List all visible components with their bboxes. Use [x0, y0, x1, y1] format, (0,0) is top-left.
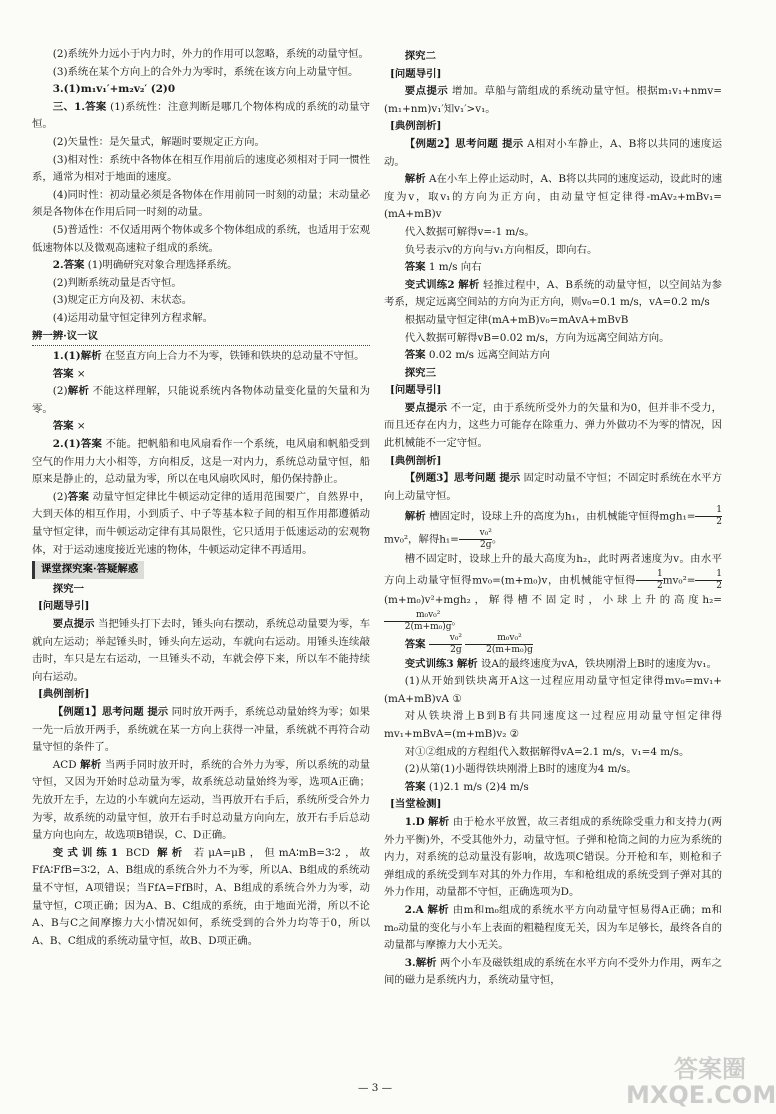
answer-line: 答案 1 m/s 向右 [404, 261, 482, 274]
paragraph: (5)普适性：不仅适用两个物体或多个物体组成的系统，也适用于宏观低速物体以及微观高速粒子组成的系统。 [32, 223, 370, 254]
paragraph: 三、1.答案 (1)系统性：注意判断是哪几个物体构成的系统的动量守恒。 [32, 100, 370, 131]
paragraph: 代入数据可解得vB=0.02 m/s，方向为远离空间站方向。 [404, 331, 670, 344]
answer-line: 答案 0.02 m/s 远离空间站方向 [404, 349, 551, 362]
paragraph: (2)判断系统动量是否守恒。 [52, 276, 182, 289]
paragraph: (2)解析 不能这样理解，只能说系统内各物体动量变化量的矢量和为零。 [32, 385, 371, 415]
section-heading: 探究二 [404, 50, 436, 62]
page-number: — 3 — [358, 1082, 392, 1094]
subheading: [典例剖析] [390, 454, 442, 467]
section-heading: 辨一辨·议一议 [32, 328, 370, 347]
paragraph: (3)相对性：系统中各物体在相互作用前后的速度必须相对于同一惯性系，通常为相对于地面的速度。 [32, 153, 370, 184]
paragraph: 解析 A在小车上停止运动时，A、B将以共同的速度运动，设此时的速度为v，取v₁的方向为正方向，由动量守恒定律得-mAv₂+mBv₁=(mA+mB)v [384, 173, 723, 221]
paragraph: 1.(1)解析 在竖直方向上合力不为零，铁锤和铁块的总动量不守恒。 [52, 350, 365, 363]
fraction: $\frac{1}{2}$ [636, 569, 663, 592]
fraction: $\frac{\text{m₀v₀²}}{\text{2(m+m₀)g}}$ [465, 633, 533, 656]
paragraph: 1.D 解析 由于枪水平放置，故三者组成的系统除受重力和支持力(两外力平衡)外，不受其他外力，动量守恒。子弹和枪筒之间的力应为系统的内力，对系统的总动量没有影响，故选项C错误。分开枪和车，则枪和子弹组成的系统受到车对其的外力作用，车和枪组成的系统受到子弹对其的外力作用，动量都不守恒，正确选项为D。 [384, 815, 722, 899]
paragraph: (2)矢量性：是矢量式，解题时要规定正方向。 [52, 135, 265, 148]
paragraph: 【例题2】思考问题 提示 A相对小车静止，A、B将以共同的速度运动。 [384, 137, 722, 168]
watermark-logo: 答案圈 MXQE.COM [626, 1055, 776, 1109]
paragraph: 要点提示 不一定，由于系统所受外力的矢量和为0，但并非不受力，而且还存在内力，这些力可能存在除重力、弹力外做功不为零的情况，因此机械能不一定守恒。 [384, 401, 723, 450]
paragraph: ACD 解析 当两手同时放开时，系统的合外力为零，所以系统的动量守恒，又因为开始时总动量为零，故系统总动量始终为零，选项A正确；先放开左手，左边的小车就向左运动，当再放开右手后，系统所受合外力为零，故系统的动量守恒，放开右手时总动量方向向左，放开右手后总动量方向也向左，故选项B错误，C、D正确。 [32, 758, 370, 842]
paragraph: 【例题3】思考问题 提示 固定时动量不守恒；不固定时系统在水平方向上动量守恒。 [384, 472, 722, 502]
subheading: [问题导引] [390, 384, 442, 397]
paragraph: (3)规定正方向及初、末状态。 [52, 294, 193, 307]
paragraph: 变式训练2 解析 轻推过程中，A、B系统的动量守恒，以空间站为参考系，规定远离空间站的方向为正方向，则v₀=0.1 m/s，vA=0.2 m/s [384, 278, 723, 309]
paragraph: 要点提示 当把锤头打下去时，锤头向右摆动，系统总动量要为零，车就向左运动；举起锤头时，锤头向左运动，车就向右运动。用锤头连续敲击时，车只是左右运动，一旦锤头不动，车就会停下来，所以车不能持续向右运动。 [32, 618, 371, 683]
answer-line: 答案 (1)2.1 m/s (2)4 m/s [404, 780, 529, 793]
paragraph: (4)运用动量守恒定律列方程求解。 [52, 311, 213, 324]
answer-line: 答案 × [52, 420, 86, 433]
section-banner: 课堂探究案·答疑解惑 [32, 561, 370, 579]
paragraph: (2)从第(1)小题得铁块刚滑上B时的速度为4 m/s。 [404, 763, 637, 776]
section-heading: 探究三 [404, 366, 436, 379]
subheading: [当堂检测] [390, 798, 442, 811]
right-column [384, 48, 722, 990]
subheading: [典例剖析] [38, 688, 90, 701]
paragraph: 2.答案 (1)明确研究对象合理选择系统。 [52, 259, 238, 272]
paragraph: 对从铁块滑上B到B有共同速度这一过程应用动量守恒定律得mv₁+mBvA=(m+mB)v₂ ② [384, 710, 722, 740]
paragraph: 3.解析 两个小车及磁铁组成的系统在水平方向不受外力作用，两车之间的磁力是系统内力，系统动量守恒， [384, 956, 723, 987]
fraction: $\frac{\text{v₀²}}{2g}$ [429, 633, 462, 656]
paragraph: 代入数据可解得v=-1 m/s。 [404, 225, 535, 238]
left-column [32, 46, 370, 950]
subheading: [典例剖析] [390, 120, 442, 133]
fraction: $\frac{1}{2}$ [695, 569, 722, 592]
paragraph: (4)同时性：初动量必须是各物体在作用前同一时刻的动量；末动量必须是各物体在作用后同一时刻的动量。 [32, 188, 370, 219]
paragraph: 负号表示v的方向与v₁方向相反，即向右。 [404, 243, 598, 256]
paragraph: (1)从开始到铁块离开A这一过程应用动量守恒定律得mv₀=mv₁+(mA+mB)vA ① [384, 675, 722, 705]
section-heading: 探究一 [52, 582, 84, 595]
paragraph: 解析 槽固定时，设球上升的高度为h₁，由机械能守恒得mgh₁= $\frac{1}{2}$ mv₀²，解得h₁= $\frac{\text{v₀²}}{2g}$ 。 [384, 505, 723, 551]
paragraph: (3)系统在某个方向上的合外力为零时，系统在该方向上动量守恒。 [52, 65, 359, 78]
paragraph: 【例题1】思考问题 提示 同时放开两手，系统总动量始终为零；如果一先一后放开两手，系统就在某一方向上获得一冲量，系统就不再符合动量守恒的条件了。 [32, 705, 370, 754]
paragraph: 2.A 解析 由m和m₀组成的系统水平方向动量守恒易得A正确；m和m₀动量的变化与小车上表面的粗糙程度无关，因为车足够长，最终各自的动量都与摩擦力大小无关。 [384, 903, 722, 952]
paragraph: 槽不固定时，设球上升的最大高度为h₂，此时两者速度为v。由水平方向上动量守恒得mv₀=(m+m₀)v，由机械能守恒得 $\frac{1}{2}$ mv₀²= $\frac{1}{2}$ (m+m₀)v²+mgh₂，解得槽不固定时，小球上升的高度h₂= $\frac{\text{m₀v₀²}}{\text{2(m+m₀)g}}$ 。 [384, 553, 722, 632]
paragraph: 变式训练3 解析 设A的最终速度为vA，铁块刚滑上B时的速度为v₁。 [404, 657, 717, 670]
fraction: $\frac{\text{m₀v₀²}}{\text{2(m+m₀)g}}$ [384, 610, 452, 633]
paragraph: (2)系统外力远小于内力时，外力的作用可以忽略，系统的动量守恒。 [52, 48, 369, 60]
paragraph: 要点提示 增加。草船与箭组成的系统动量守恒。根据m₁v₁+nmv=(m₁+nm)v₁′知v₁′>v₁。 [384, 85, 722, 115]
subheading: [问题导引] [390, 67, 442, 80]
paragraph: (2)答案 动量守恒定律比牛顿运动定律的适用范围要广，自然界中，大到天体的相互作用，小到质子、中子等基本粒子间的相互作用都遵循动量守恒定律，而牛顿运动定律有其局限性，它只适用于低速运动的宏观物体，对于运动速度接近光速的物体，牛顿运动定律不再适用。 [32, 490, 371, 556]
paragraph: 变式训练1 BCD 解析 若μA=μB，但mA∶mB=3∶2，故FfA∶FfB=3∶2，A、B组成的系统合外力不为零，所以A、B组成的系统动量不守恒，A项错误；当FfA=FfB时，A、B组成的系统合外力为零，动量守恒，C项正确；因为A、B、C组成的系统，由于地面光滑，所以不论A、B与C之间摩擦力大小情况如何，系统受到的合外力均等于0，所以A、B、C组成的系统动量守恒，故B、D项正确。 [32, 846, 370, 947]
paragraph: 对①②组成的方程组代入数据解得vA=2.1 m/s，v₁=4 m/s。 [404, 745, 690, 758]
paragraph: 2.(1)答案 不能。把帆船和电风扇看作一个系统，电风扇和帆船受到空气的作用力大小相等，方向相反，这是一对内力，系统总动量守恒，船原来是静止的，总动量为零，所以在电风扇吹风时，船仍保持静止。 [32, 438, 371, 486]
fraction: $\frac{\text{v₀²}}{2g}$ [459, 528, 492, 551]
paragraph: 根据动量守恒定律(mA+mB)v₀=mAvA+mBvB [404, 313, 629, 326]
answer-line: 答案 × [52, 367, 86, 380]
answer-line: 答案 $\frac{\text{v₀²}}{2g}$ $\frac{\text{m₀v₀²}}{\text{2(m+m₀)g}}$ [404, 632, 533, 655]
fraction: $\frac{1}{2}$ [695, 505, 722, 528]
subheading: [问题导引] [38, 600, 90, 613]
paragraph: 3.(1)m₁v₁′+m₂v₂′ (2)0 [52, 83, 176, 96]
